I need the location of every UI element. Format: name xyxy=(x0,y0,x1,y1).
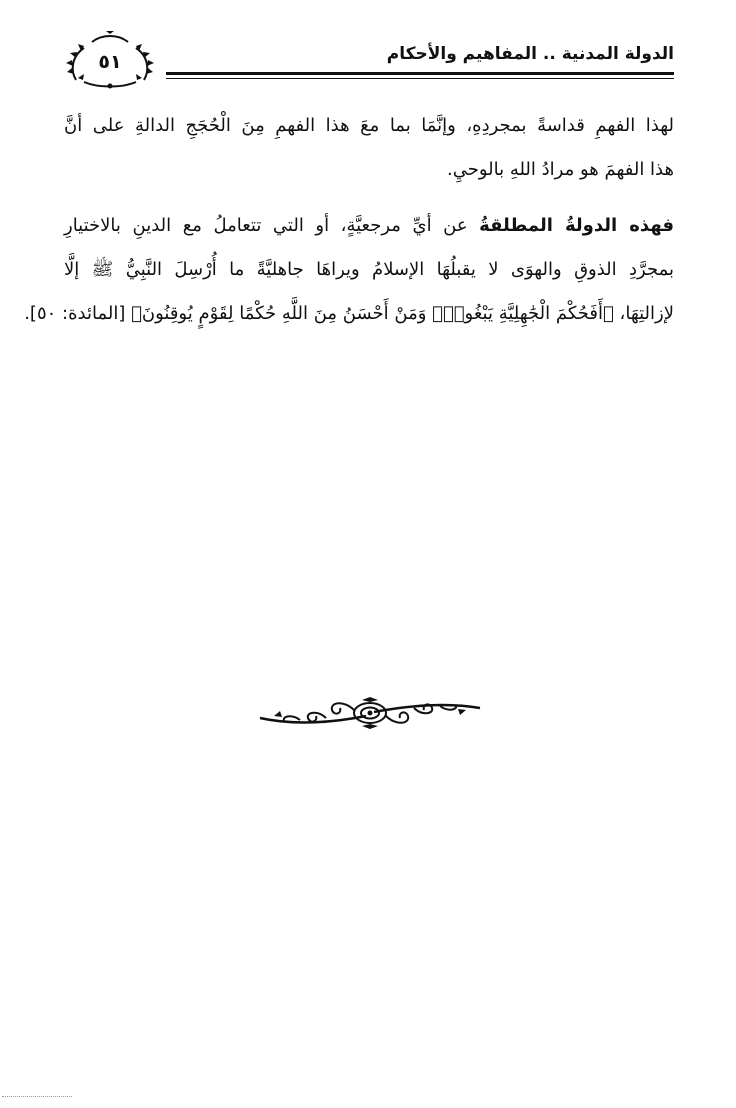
ornament-divider xyxy=(256,696,484,730)
page-header xyxy=(62,30,674,100)
header-rule xyxy=(166,72,674,75)
text-line: لهذا الفهمِ قداسةً بمجردِهِ، وإنَّمَا بما معَ هذا الفهمِ مِنَ الْحُجَجِ الدالةِ على أنَّ xyxy=(64,115,674,136)
scan-edge-mark xyxy=(2,1096,72,1098)
text-line xyxy=(24,292,674,336)
quran-verse: ﴿أَفَحُكْمَ الْجَٰهِلِيَّةِ يَبْغُونَۚ وَمَنْ أَحْسَنُ مِنَ اللَّهِ حُكْمًا لِقَوْمٍ يُوقِنُونَ﴾ xyxy=(131,303,614,324)
text-run: لإزالتِهَا، xyxy=(613,303,674,324)
text-line: هذا الفهمَ هو مرادُ اللهِ بالوحيِ. xyxy=(446,159,674,180)
running-title: الدولة المدنية .. المفاهيم والأحكام xyxy=(386,44,674,64)
verse-citation: [المائدة: ٥٠]. xyxy=(24,303,132,324)
floral-divider-icon xyxy=(256,696,484,730)
paragraph-gap xyxy=(64,192,674,204)
main-text xyxy=(24,104,674,336)
header-rule-thin xyxy=(166,78,674,79)
page-number: ٥١ xyxy=(98,51,122,73)
paragraph-lead: فهذه الدولةُ المطلقةُ xyxy=(479,215,674,236)
text-line: بمجرَّدِ الذوقِ والهوَى لا يقبلُهَا الإسلامُ ويراهَا جاهليَّةً ما أُرْسِلَ النَّبِيُّ ﷺ إلَّا xyxy=(64,259,674,280)
page-number-emblem xyxy=(62,30,158,90)
text-line xyxy=(64,204,674,248)
text-run: عن أيِّ مرجعيَّةٍ، أو التي تتعاملُ مع الدينِ بالاختيارِ xyxy=(64,215,480,236)
